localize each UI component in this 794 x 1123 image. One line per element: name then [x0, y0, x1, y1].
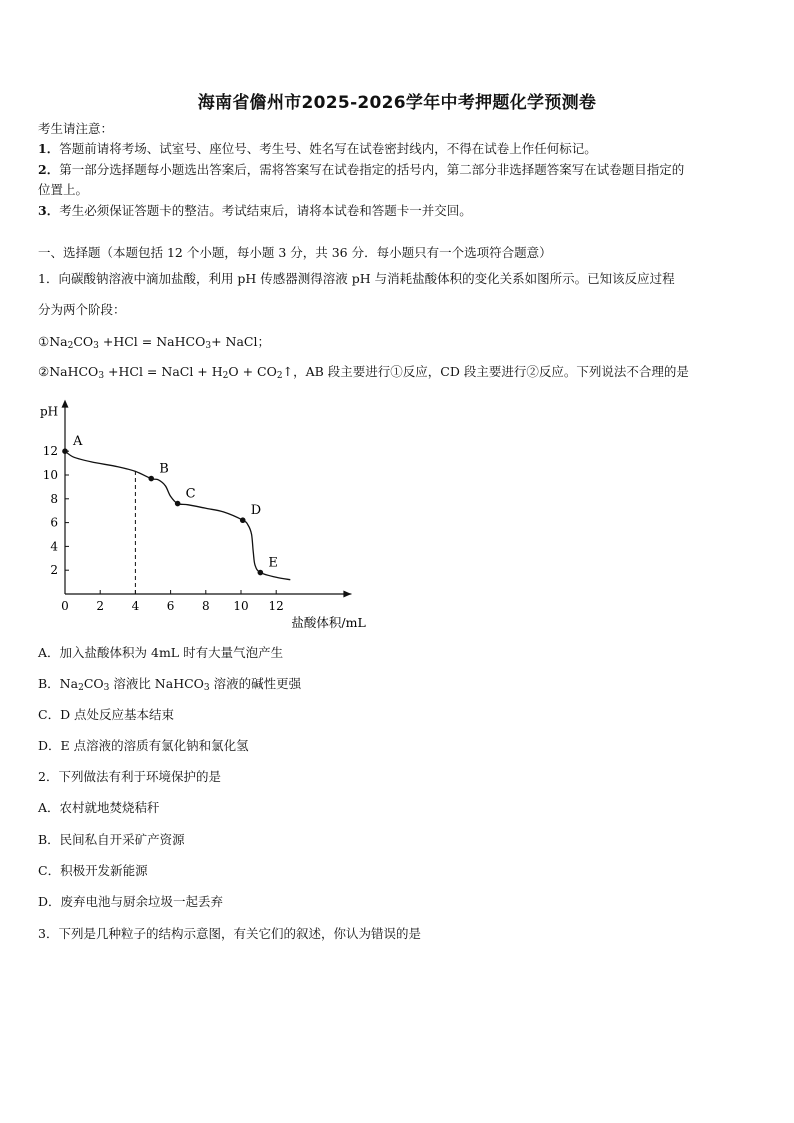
opt-text: CO: [83, 676, 104, 691]
point-d: [240, 517, 246, 523]
point-label-e: E: [268, 555, 278, 571]
chart-axes: [40, 400, 366, 630]
notice-num: 3．: [38, 203, 60, 218]
notice-num: 1．: [38, 141, 60, 156]
y-tick-label: 10: [42, 468, 58, 482]
y-tick-label: 6: [50, 515, 58, 530]
eq-text: O + CO: [228, 364, 277, 379]
eq-sub: 2: [222, 371, 229, 381]
notice-item-3: [38, 203, 472, 219]
opt-text: 溶液比 NaHCO: [109, 676, 204, 691]
q2-option-a: A．农村就地焚烧秸秆: [38, 800, 160, 815]
point-b: [148, 476, 154, 482]
y-tick-label: 2: [50, 563, 58, 578]
q2-stem: 2．下列做法有利于环境保护的是: [38, 769, 221, 784]
eq-text: +HCl = NaHCO: [98, 334, 206, 349]
q3-stem: 3．下列是几种粒子的结构示意图，有关它们的叙述，你认为错误的是: [38, 926, 421, 941]
q1-stem-line1: 1．向碳酸钠溶液中滴加盐酸，利用 pH 传感器测得溶液 pH 与消耗盐酸体积的变化关系如图所示。已知该反应过程: [38, 271, 675, 286]
x-tick-label: 2: [96, 599, 105, 613]
eq-sub: 2: [67, 341, 74, 351]
chart-series: [65, 451, 290, 594]
x-tick-label: 8: [201, 599, 210, 613]
y-tick-label: 8: [50, 491, 58, 506]
x-tick-label: 12: [268, 599, 284, 613]
notice-text: 考生必须保证答题卡的整洁。考试结束后，请将本试卷和答题卡一并交回。: [59, 203, 472, 218]
point-a: [62, 448, 68, 454]
x-axis-arrow: [343, 591, 351, 598]
chart-points: [62, 434, 278, 575]
opt-sub: 2: [78, 683, 84, 693]
eq-text: ①Na: [38, 334, 68, 349]
x-tick-label: 0: [61, 599, 69, 613]
notice-num: 2．: [38, 162, 60, 177]
q2-option-c: C．积极开发新能源: [38, 863, 148, 878]
x-tick-label: 6: [166, 599, 175, 613]
eq-text: ②NaHCO: [38, 364, 99, 379]
q1-option-c: C．D 点处反应基本结束: [38, 707, 175, 722]
q1-stem-line2: 分为两个阶段：: [38, 302, 126, 317]
y-axis-arrow: [62, 400, 69, 408]
q2-option-d: D．废弃电池与厨余垃圾一起丢弃: [38, 894, 224, 909]
eq-text: ↑，AB 段主要进行①反应，CD 段主要进行②反应。下列说法不合理的是: [282, 364, 689, 379]
point-label-a: A: [73, 434, 83, 450]
ph-chart: [30, 386, 366, 636]
notice-text: 位置上。: [38, 182, 89, 197]
y-tick-label: 12: [42, 444, 58, 459]
opt-sub: 3: [103, 683, 110, 693]
point-e: [258, 570, 264, 576]
notice-text: 第一部分选择题每小题选出答案后，需将答案写在试卷指定的括号内，第二部分非选择题答案写在试卷题目指定的: [59, 162, 685, 177]
notice-item-2: [38, 162, 684, 178]
q1-option-d: D．E 点溶液的溶质有氯化钠和氯化氢: [38, 738, 249, 753]
section-heading: 一、选择题（本题包括 12 个小题，每小题 3 分，共 36 分．每小题只有一个选项符合题意）: [38, 245, 552, 260]
y-axis-label: pH: [40, 404, 59, 419]
opt-text: B．Na: [38, 676, 79, 691]
point-label-b: B: [159, 461, 169, 477]
eq-text: +HCl = NaCl + H: [104, 364, 223, 379]
x-axis-label: 盐酸体积/mL: [291, 615, 366, 630]
point-c: [175, 501, 181, 507]
page-title: 海南省儋州市2025-2026学年中考押题化学预测卷: [197, 93, 597, 113]
eq-text: + NaCl；: [211, 334, 270, 349]
opt-sub: 3: [203, 683, 210, 693]
q1-equation-1: [38, 334, 270, 350]
eq-sub: 3: [93, 341, 99, 351]
y-tick-label: 4: [50, 539, 58, 554]
eq-sub: 3: [98, 371, 105, 381]
opt-text: 溶液的碱性更强: [209, 676, 302, 691]
notice-heading: 考生请注意：: [38, 121, 114, 136]
q1-option-b: [38, 676, 301, 692]
point-label-d: D: [250, 503, 262, 519]
notice-item-2-cont: [38, 182, 88, 198]
q1-option-a: A．加入盐酸体积为 4mL 时有大量气泡产生: [38, 645, 284, 660]
notice-text: 答题前请将考场、试室号、座位号、考生号、姓名写在试卷密封线内，不得在试卷上作任何标记。: [59, 141, 597, 156]
q1-equation-2: [38, 364, 689, 380]
q2-option-b: B．民间私自开采矿产资源: [38, 832, 185, 847]
eq-sub: 2: [276, 371, 283, 381]
x-tick-label: 10: [233, 599, 249, 613]
x-tick-label: 4: [131, 599, 140, 613]
point-label-c: C: [185, 486, 196, 502]
eq-text: CO: [73, 334, 94, 349]
notice-item-1: [38, 141, 597, 157]
eq-sub: 3: [205, 341, 212, 351]
